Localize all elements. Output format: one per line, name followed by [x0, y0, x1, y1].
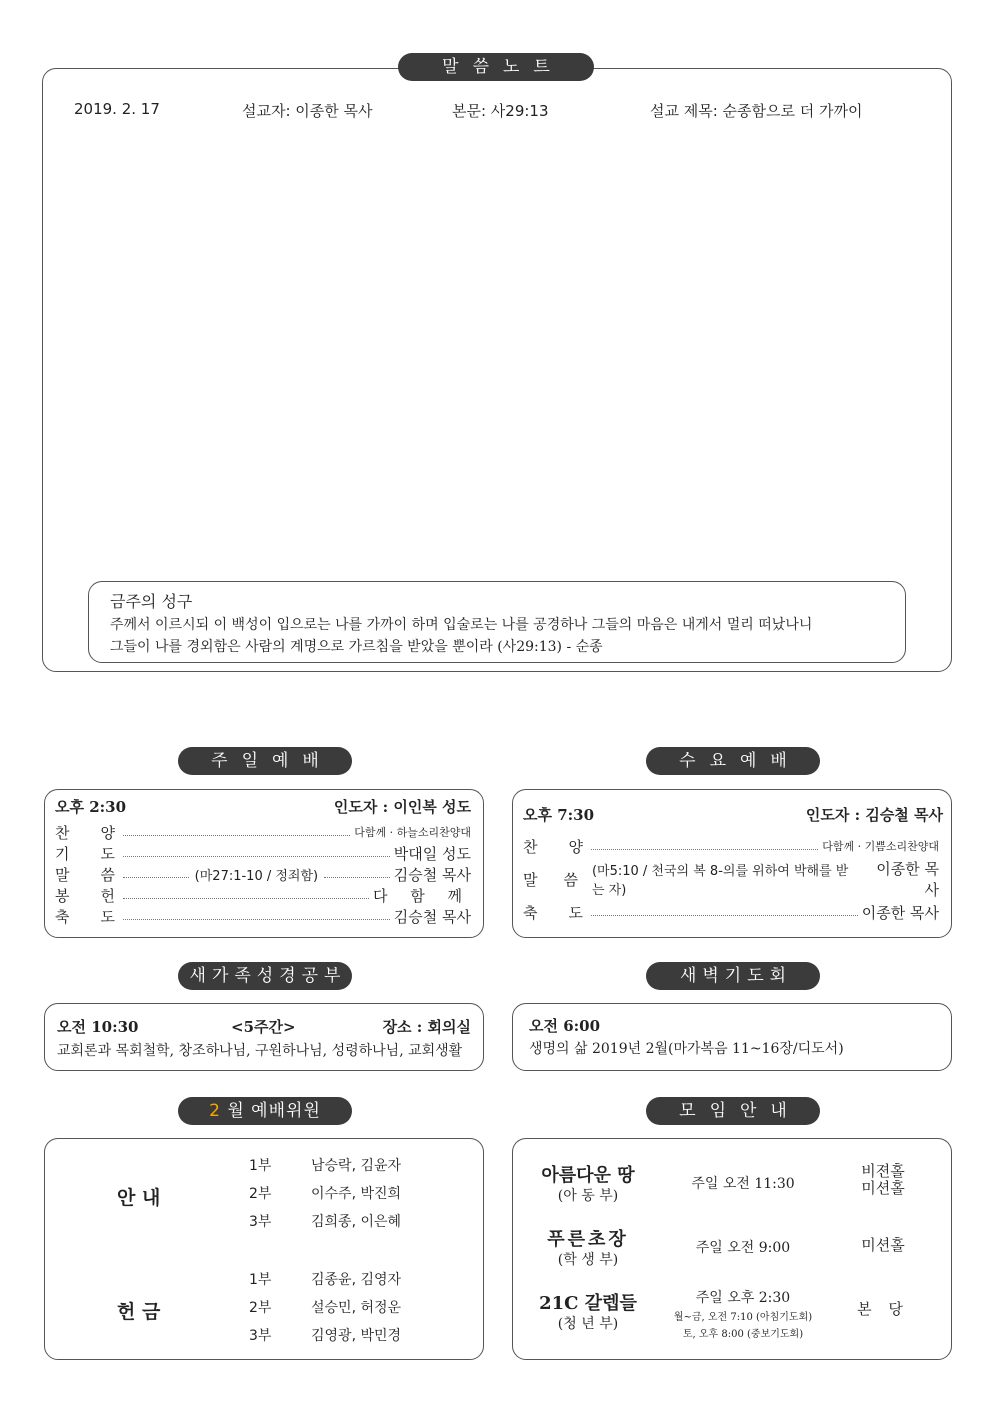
order-label-char: 말 [523, 870, 538, 889]
meeting-place: 비젼홀 미션홀 [861, 1162, 905, 1197]
wednesday-row [523, 860, 939, 899]
meeting-place: 본 당 [857, 1300, 909, 1318]
leader-dots [123, 898, 369, 899]
order-label-char: 기 [55, 844, 70, 863]
leader-dots [591, 849, 818, 850]
sunday-row [55, 906, 471, 926]
order-person: 다함께 · 기쁨소리찬양대 [822, 840, 939, 853]
sunday-row [55, 864, 471, 884]
wednesday-leader: 인도자 : 김승철 목사 [805, 806, 943, 824]
order-label [55, 906, 119, 927]
order-label-char: 봉 [55, 886, 70, 905]
wednesday-worship-box [512, 789, 952, 938]
meeting-time: 주일 오전 9:00 [695, 1240, 791, 1256]
family-study-title: 새가족성경공부 [178, 962, 352, 990]
committee-title-month: 2 [209, 1101, 221, 1121]
committee-part: 2부 [249, 1300, 272, 1316]
order-scripture: (마5:10 / 천국의 복 8-의를 위하여 박해를 받는 자) [591, 864, 849, 898]
committee-names: 설승민, 허정운 [311, 1300, 402, 1316]
meetings-box [512, 1138, 952, 1360]
order-label-char: 양 [568, 837, 583, 856]
weekly-verse-line1: 주께서 이르시되 이 백성이 입으로는 나를 가까이 하며 입술로는 나를 공경하나 그들의 마음은 내게서 멀리 떠났나니 [110, 617, 813, 633]
committee-names: 김희종, 이은혜 [311, 1214, 402, 1230]
meeting-name: 푸른초장 [547, 1229, 629, 1250]
weekly-verse-line2: 그들이 나를 경외함은 사람의 계명으로 가르침을 받았을 뿐이라 (사29:13) - 순종 [110, 639, 603, 655]
family-study-box [44, 1003, 484, 1071]
meeting-place: 미션홀 [861, 1236, 905, 1254]
dawn-prayer-desc: 생명의 삶 2019년 2월(마가복음 11~16장/디도서) [529, 1041, 844, 1057]
sermon-preacher: 설교자: 이종한 목사 [242, 102, 373, 120]
committee-names: 이수주, 박진희 [311, 1186, 402, 1202]
meeting-name: 아름다운 땅 [541, 1165, 635, 1186]
wednesday-row [523, 836, 939, 856]
leader-dots [123, 835, 350, 836]
order-label [55, 822, 119, 843]
meeting-department: (학 생 부) [557, 1252, 619, 1268]
committee-part: 3부 [249, 1328, 272, 1344]
sunday-worship-title: 주일예배 [178, 747, 352, 775]
order-person: 박대일 성도 [393, 844, 471, 863]
sunday-row [55, 843, 471, 863]
sermon-note-title: 말씀노트 [398, 53, 594, 81]
order-label [55, 843, 119, 864]
sunday-row [55, 885, 471, 905]
meeting-department: (청 년 부) [557, 1316, 619, 1332]
order-scripture: (마27:1-10 / 정죄함) [194, 868, 319, 884]
meeting-name: 21C 갈렙들 [539, 1293, 637, 1314]
leader-dots [591, 915, 858, 916]
order-label-char: 씀 [100, 865, 115, 884]
committee-group-name: 안 내 [117, 1187, 161, 1209]
sermon-date: 2019. 2. 17 [74, 100, 160, 118]
wednesday-worship-title: 수요예배 [646, 747, 820, 775]
order-label-char: 도 [568, 903, 583, 922]
committee-part: 1부 [249, 1158, 272, 1174]
sermon-scripture: 본문: 사29:13 [452, 102, 549, 120]
order-label [523, 902, 587, 923]
order-label-char: 양 [100, 823, 115, 842]
committee-names: 김영광, 박민경 [311, 1328, 402, 1344]
committee-names: 남승락, 김윤자 [311, 1158, 402, 1174]
order-label-char: 헌 [100, 886, 115, 905]
order-label-char: 찬 [55, 823, 70, 842]
committee-part: 2부 [249, 1186, 272, 1202]
meeting-extra-time: 토, 오후 8:00 (중보기도회) [682, 1329, 804, 1340]
leader-dots [123, 877, 189, 878]
order-label-char: 축 [523, 903, 538, 922]
leader-dots [324, 877, 390, 878]
order-label [523, 869, 582, 890]
meetings-title: 모임안내 [646, 1097, 820, 1125]
sermon-title: 설교 제목: 순종함으로 더 가까이 [650, 102, 863, 120]
committee-names: 김종윤, 김영자 [311, 1272, 402, 1288]
order-label [523, 836, 587, 857]
committee-group-name: 헌 금 [117, 1301, 161, 1323]
meeting-extra-time: 월~금, 오전 7:10 (아침기도회) [673, 1312, 813, 1323]
meeting-time: 주일 오후 2:30 [695, 1290, 791, 1306]
order-label-char: 말 [55, 865, 70, 884]
meeting-department: (아 동 부) [557, 1188, 619, 1204]
order-person: 김승철 목사 [393, 907, 471, 926]
family-study-time: 오전 10:30 [57, 1018, 139, 1036]
family-study-place: 장소 : 회의실 [382, 1018, 471, 1036]
order-label-char: 도 [100, 844, 115, 863]
committee-title [178, 1097, 352, 1125]
order-person: 이종한 목사 [876, 860, 939, 899]
order-label [55, 864, 119, 885]
committee-part: 3부 [249, 1214, 272, 1230]
order-person: 김승철 목사 [393, 865, 472, 884]
order-person: 다함께 · 하늘소리찬양대 [354, 826, 471, 839]
order-label [55, 885, 119, 906]
leader-dots [123, 919, 390, 920]
dawn-prayer-box [512, 1003, 952, 1071]
order-label-char: 찬 [523, 837, 538, 856]
committee-title-rest: 월 예배위원 [227, 1101, 321, 1121]
wednesday-time: 오후 7:30 [523, 806, 595, 824]
committee-part: 1부 [249, 1272, 272, 1288]
weekly-verse-heading: 금주의 성구 [110, 592, 193, 611]
wednesday-row [523, 902, 939, 922]
order-label-char: 도 [100, 907, 115, 926]
sunday-leader: 인도자 : 이인복 성도 [333, 798, 471, 816]
leader-dots [123, 856, 390, 857]
family-study-weeks: <5주간> [231, 1018, 296, 1036]
order-label-char: 씀 [563, 870, 578, 889]
order-label-char: 축 [55, 907, 70, 926]
committee-box [44, 1138, 484, 1360]
sunday-row [55, 822, 471, 842]
sunday-time: 오후 2:30 [55, 798, 127, 816]
meeting-time: 주일 오전 11:30 [691, 1176, 795, 1192]
dawn-prayer-time: 오전 6:00 [529, 1017, 601, 1035]
order-person: 이종한 목사 [861, 903, 939, 922]
order-person: 다 함 께 [372, 886, 471, 905]
dawn-prayer-title: 새벽기도회 [646, 962, 820, 990]
family-study-topics: 교회론과 목회철학, 창조하나님, 구원하나님, 성령하나님, 교회생활 [57, 1043, 463, 1059]
sunday-worship-box [44, 789, 484, 938]
